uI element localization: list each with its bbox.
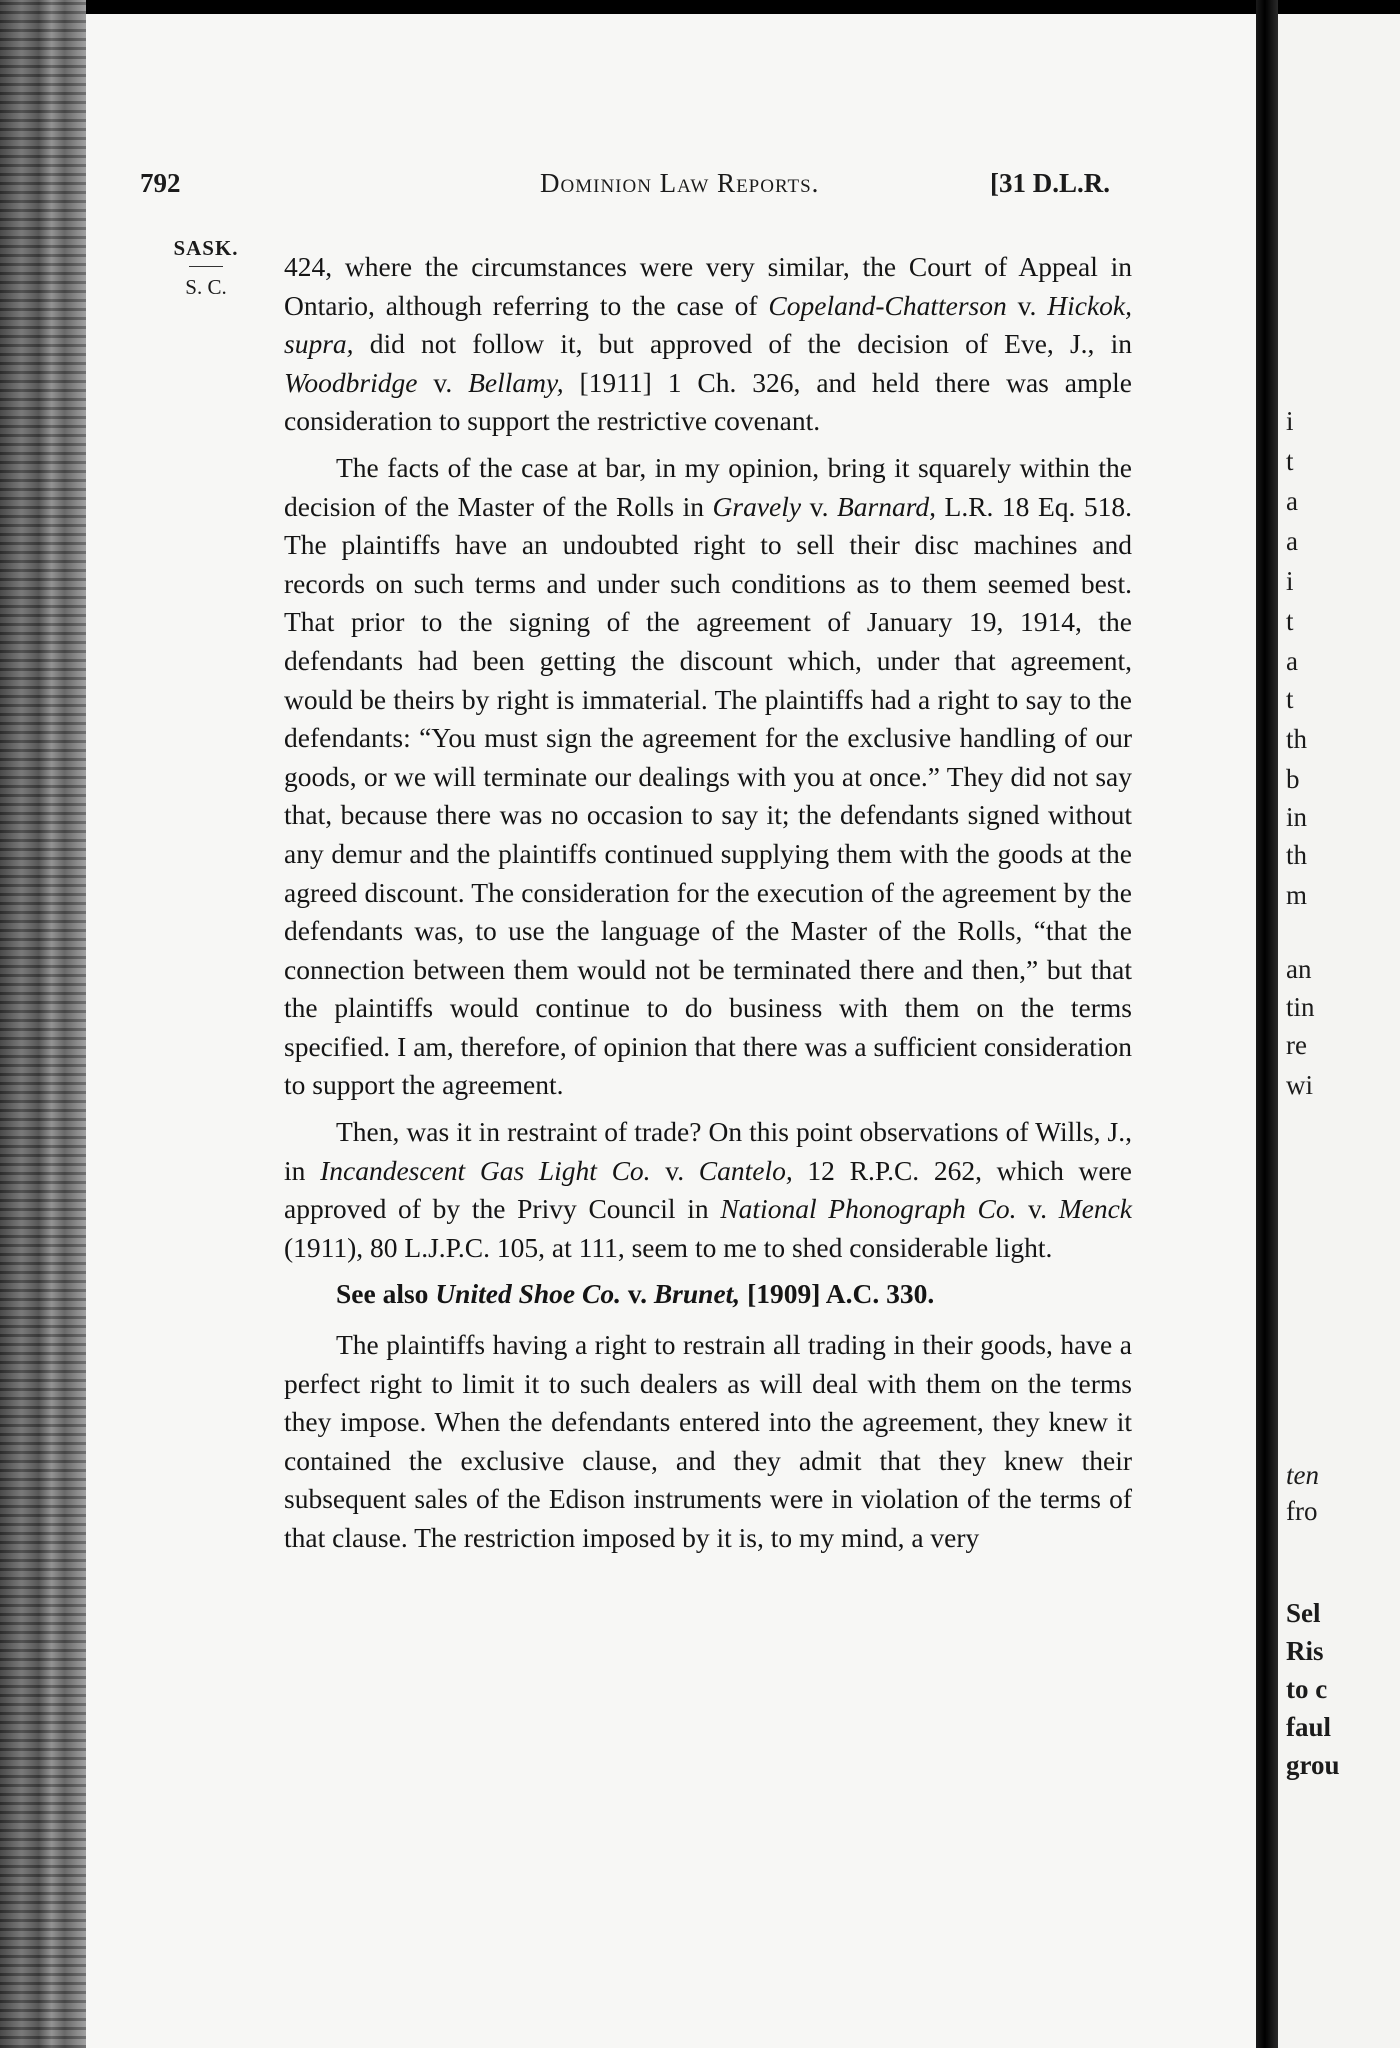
adjacent-page-fragment: Ris	[1286, 1636, 1324, 1666]
text-run: [1911] 1 Ch. 326, and held there was ample consideration to support the restrictive covenant.	[284, 366, 1132, 437]
case-name: Brunet,	[653, 1278, 741, 1310]
text-run: L.R. 18 Eq. 518. The plaintiffs have an undoubted right to sell their disc machines and records on such terms and under such conditions as to them seemed best. That prior to the signing of the agreement of January 19, 1914, the defendants had been getting the discount which, under that agreement, would be theirs by right is immaterial. The plaintiffs had a right to say to the defendants: “You must sign the agreement for the exclusive handling of our goods, or we will terminate our dealings with you at once.” They did not say that, because there was no occasion to say it; the defendants signed without any demur and the plaintiffs continued supplying them with the goods at the agreed discount. The consideration for the execution of the agreement by the defendants was, to use the language of the Master of the Rolls, “that the connection between them would not be terminated there and then,” but that the plaintiffs would continue to do business with them on the terms specified. I am, therefore, of opinion that there was a sufficient consideration to support the agreement.	[284, 490, 1132, 1101]
body-text	[284, 248, 1132, 1566]
text-run: Then, was it in restraint of trade? On this point observations of Wills, J., in	[284, 1116, 1132, 1186]
text-run: 12 R.P.C. 262, which were approved of by the Privy Council in	[284, 1154, 1132, 1225]
adjacent-page-fragment: th	[1286, 724, 1308, 754]
text-run: v.	[650, 1154, 699, 1186]
adjacent-page-fragment: a	[1286, 486, 1298, 516]
adjacent-page-fragment: fro	[1286, 1496, 1318, 1526]
adjacent-page-fragment: a	[1286, 646, 1298, 676]
adjacent-page-fragment: t	[1286, 446, 1294, 476]
adjacent-page-fragment: m	[1286, 880, 1308, 910]
paragraph	[284, 1113, 1132, 1267]
margin-rule	[189, 266, 223, 267]
text-run: v.	[620, 1278, 654, 1310]
adjacent-page-fragment: th	[1286, 840, 1308, 870]
text-run: v.	[801, 490, 837, 522]
adjacent-page-edge	[1278, 14, 1400, 2048]
case-name: Bellamy,	[468, 366, 564, 398]
adjacent-page-fragment: to c	[1286, 1674, 1328, 1704]
text-run: did not follow it, but approved of the decision of Eve, J., in	[353, 328, 1132, 360]
text-run: The plaintiffs having a right to restrain all trading in their goods, have a perfect right to limit it to such dealers as will deal with them on the terms they impose. When the defendants entered into the agreement, they knew it contained the exclusive clause, and they admit that they knew their subsequent sales of the Edison instruments were in violation of the terms of that clause. The restriction imposed by it is, to my mind, a very	[284, 1329, 1132, 1553]
running-title: Dominion Law Reports.	[540, 168, 820, 198]
paragraph	[284, 1326, 1132, 1558]
adjacent-page-fragment: b	[1286, 764, 1300, 794]
volume-reference: [31 D.L.R.	[990, 168, 1110, 198]
case-name: National Phonograph Co.	[720, 1193, 1017, 1225]
case-name: Gravely	[712, 490, 802, 522]
paragraph	[284, 1275, 1132, 1314]
adjacent-page-fragment: i	[1286, 566, 1294, 596]
adjacent-page-fragment: wi	[1286, 1070, 1313, 1100]
page-number: 792	[140, 168, 181, 198]
adjacent-page-fragment: grou	[1286, 1750, 1340, 1780]
text-run: v.	[1006, 289, 1048, 321]
adjacent-page-fragment: re	[1286, 1030, 1307, 1060]
adjacent-page-fragment: a	[1286, 526, 1298, 556]
paragraph	[284, 449, 1132, 1105]
adjacent-page-fragment: in	[1286, 802, 1308, 832]
page-gutter	[1256, 0, 1278, 2048]
adjacent-page-fragment: tin	[1286, 992, 1315, 1022]
text-run: [1909] A.C. 330.	[740, 1278, 935, 1310]
paragraph	[284, 248, 1132, 441]
margin-note	[166, 236, 246, 300]
adjacent-page-fragment: t	[1286, 606, 1294, 636]
text-run: 424, where the circumstances were very similar, the Court of Appeal in Ontario, although referring to the case of	[284, 251, 1132, 321]
case-name: Hickok, supra,	[284, 289, 1133, 360]
case-name: Copeland-Chatterson	[768, 289, 1007, 321]
adjacent-page-fragment: Sel	[1286, 1598, 1321, 1628]
margin-province: SASK.	[173, 236, 239, 260]
text-run: v.	[417, 366, 469, 398]
case-name: Incandescent Gas Light Co.	[320, 1154, 651, 1186]
text-run: See also	[336, 1278, 436, 1310]
page-header	[140, 168, 1140, 208]
case-name: Woodbridge	[284, 366, 418, 398]
case-name: Menck	[1058, 1193, 1132, 1225]
text-run: The facts of the case at bar, in my opinion, bring it squarely within the decision of the Master of the Rolls in	[284, 451, 1132, 522]
adjacent-page-fragment: an	[1286, 954, 1312, 984]
adjacent-page-fragment: ten	[1286, 1460, 1319, 1490]
binding-texture	[0, 0, 86, 2048]
case-name: Barnard,	[836, 490, 937, 522]
margin-court: S. C.	[185, 275, 227, 299]
case-name: Cantelo,	[698, 1154, 793, 1186]
adjacent-page-fragment: faul	[1286, 1712, 1332, 1742]
adjacent-page-fragment: i	[1286, 406, 1294, 436]
adjacent-page-fragment: t	[1286, 684, 1294, 714]
text-run: v.	[1016, 1193, 1059, 1225]
case-name: United Shoe Co.	[435, 1278, 621, 1310]
text-run: (1911), 80 L.J.P.C. 105, at 111, seem to me to shed considerable light.	[284, 1231, 1053, 1263]
